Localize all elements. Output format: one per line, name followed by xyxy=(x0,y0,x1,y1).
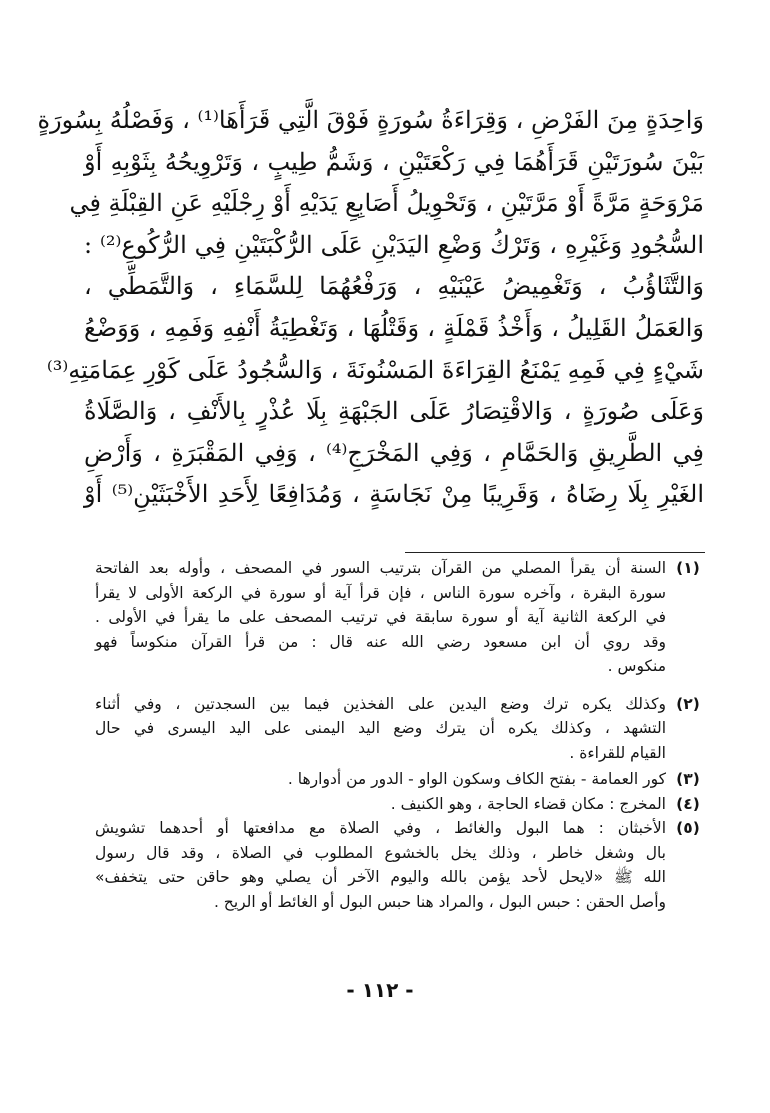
main-text-line: السُّجُودِ وَغَيْرِهِ ، وَتَرْكُ وَضْعِ اليَدَيْنِ عَلَى الرُّكْبَتَيْنِ فِي الرُّكُوعِ⁽²⁾ : xyxy=(84,230,705,259)
footnote-line: الله ﷺ «لايحل لأحد يؤمن بالله واليوم الآخر أن يصلي وهو حاقن حتى يتخفف» xyxy=(95,868,666,886)
footnote-body xyxy=(95,767,666,792)
main-text-line: وَالتَّثَاؤُبُ ، وَتَغْمِيضُ عَيْنَيْهِ ، وَرَفْعُهُمَا لِلسَّمَاءِ ، وَالتَّمَطِّي ، xyxy=(84,272,704,301)
footnote-1 xyxy=(95,556,710,679)
footnote-line: القيام للقراءة . xyxy=(569,743,666,762)
main-text-line: وَعَلَى صُورَةٍ ، وَالاقْتِصَارُ عَلَى الجَبْهَةِ بِلَا عُذْرٍ بِالأَنْفِ ، وَالصَّلَاةُ xyxy=(84,397,704,426)
footnote-line: سورة البقرة ، وآخره سورة الناس ، فإن قرأ آية أو سورة في الركعة الأولى لا يقرأ xyxy=(95,583,666,602)
footnote-body xyxy=(95,816,666,914)
footnote-line: المخرج : مكان قضاء الحاجة ، وهو الكنيف . xyxy=(390,794,666,813)
footnote-line: وأصل الحقن : حبس البول ، والمراد هنا حبس البول أو الغائط أو الريح . xyxy=(213,892,666,911)
footnote-line: بال وشغل خاطر ، وذلك يخل بالخشوع المطلوب في الصلاة ، وقد قال رسول xyxy=(95,843,666,862)
footnote-2 xyxy=(95,692,710,766)
footnote-line: السنة أن يقرأ المصلي من القرآن بترتيب السور في المصحف ، وأوله بعد الفاتحة xyxy=(95,559,666,577)
footnote-number: (٤) xyxy=(676,794,700,813)
main-text-line: الغَيْرِ بِلَا رِضَاهُ ، وَقَرِيبًا مِنْ نَجَاسَةٍ ، وَمُدَافِعًا لِأَحَدِ الأَخْبَثَيْنِ⁽⁵⁾ أَوْ xyxy=(84,480,704,509)
main-text-line: شَيْءٍ فِي فَمِهِ يَمْنَعُ القِرَاءَةَ المَسْنُونَةَ ، وَالسُّجُودُ عَلَى كَوْرِ عِمَامَتِهِ⁽³⁾ xyxy=(46,355,704,384)
footnote-number: (٣) xyxy=(676,770,700,788)
footnote-line: في الركعة الثانية آية أو سورة سابقة في ترتيب المصحف على ما يقرأ في الأولى . xyxy=(95,608,666,626)
footnote-divider xyxy=(405,552,705,553)
footnote-5 xyxy=(95,816,710,914)
footnote-4 xyxy=(95,792,710,817)
footnote-line: وكذلك يكره ترك وضع اليدين على الفخذين فيما بين السجدتين ، وفي أثناء xyxy=(95,694,666,713)
footnote-body xyxy=(95,692,666,766)
footnote-number: (٢) xyxy=(676,694,700,713)
footnote-line: الأخبثان : هما البول والغائط ، وفي الصلاة مع مدافعتها أو أحدهما تشويش xyxy=(95,819,666,837)
main-text-line: مَرْوَحَةٍ مَرَّةً أَوْ مَرَّتَيْنِ ، وَتَحْوِيلُ أَصَابِعِ يَدَيْهِ أَوْ رِجْلَيْهِ عَنِ القِبْلَةِ فِي xyxy=(69,189,704,218)
main-text-line: وَاحِدَةٍ مِنَ الفَرْضِ ، وَقِرَاءَةُ سُورَةٍ فَوْقَ الَّتِي قَرَأَهَا⁽¹⁾ ، وَفَصْلُهُ بِسُورَةٍ xyxy=(37,106,704,134)
footnote-line: كور العمامة - بفتح الكاف وسكون الواو - الدور من أدوارها . xyxy=(287,770,666,788)
page-number: - ١١٢ - xyxy=(346,978,414,1002)
footnote-body xyxy=(95,792,666,817)
main-text-line: وَالعَمَلُ القَلِيلُ ، وَأَخْذُ قَمْلَةٍ ، وَقَتْلُهَا ، وَتَغْطِيَةُ أَنْفِهِ وَفَمِهِ ، وَوَضْعُ xyxy=(84,313,704,342)
footnote-line: منكوس . xyxy=(607,657,666,675)
main-text-line: فِي الطَّرِيقِ وَالحَمَّامِ ، وَفِي المَخْرَجِ⁽⁴⁾ ، وَفِي المَقْبَرَةِ ، وَأَرْضِ xyxy=(84,438,705,467)
main-text-block xyxy=(37,100,705,516)
footnote-number: (١) xyxy=(676,559,700,577)
main-text-line: بَيْنَ سُورَتَيْنِ قَرَأَهُمَا فِي رَكْعَتَيْنِ ، وَشَمُّ طِيبٍ ، وَتَرْوِيحُهُ بِثَوْبِهِ أَوْ xyxy=(84,147,704,176)
footnote-3 xyxy=(95,767,710,792)
footnote-line: التشهد ، وكذلك يكره أن يترك وضع اليد اليمنى على اليد اليسرى في حال xyxy=(95,719,666,737)
footnotes-block xyxy=(95,556,710,914)
footnote-number: (٥) xyxy=(676,819,700,837)
footnote-line: وقد روي أن ابن مسعود رضي الله عنه قال : من قرأ القرآن منكوساً فهو xyxy=(95,632,666,651)
footnote-body xyxy=(95,556,666,679)
